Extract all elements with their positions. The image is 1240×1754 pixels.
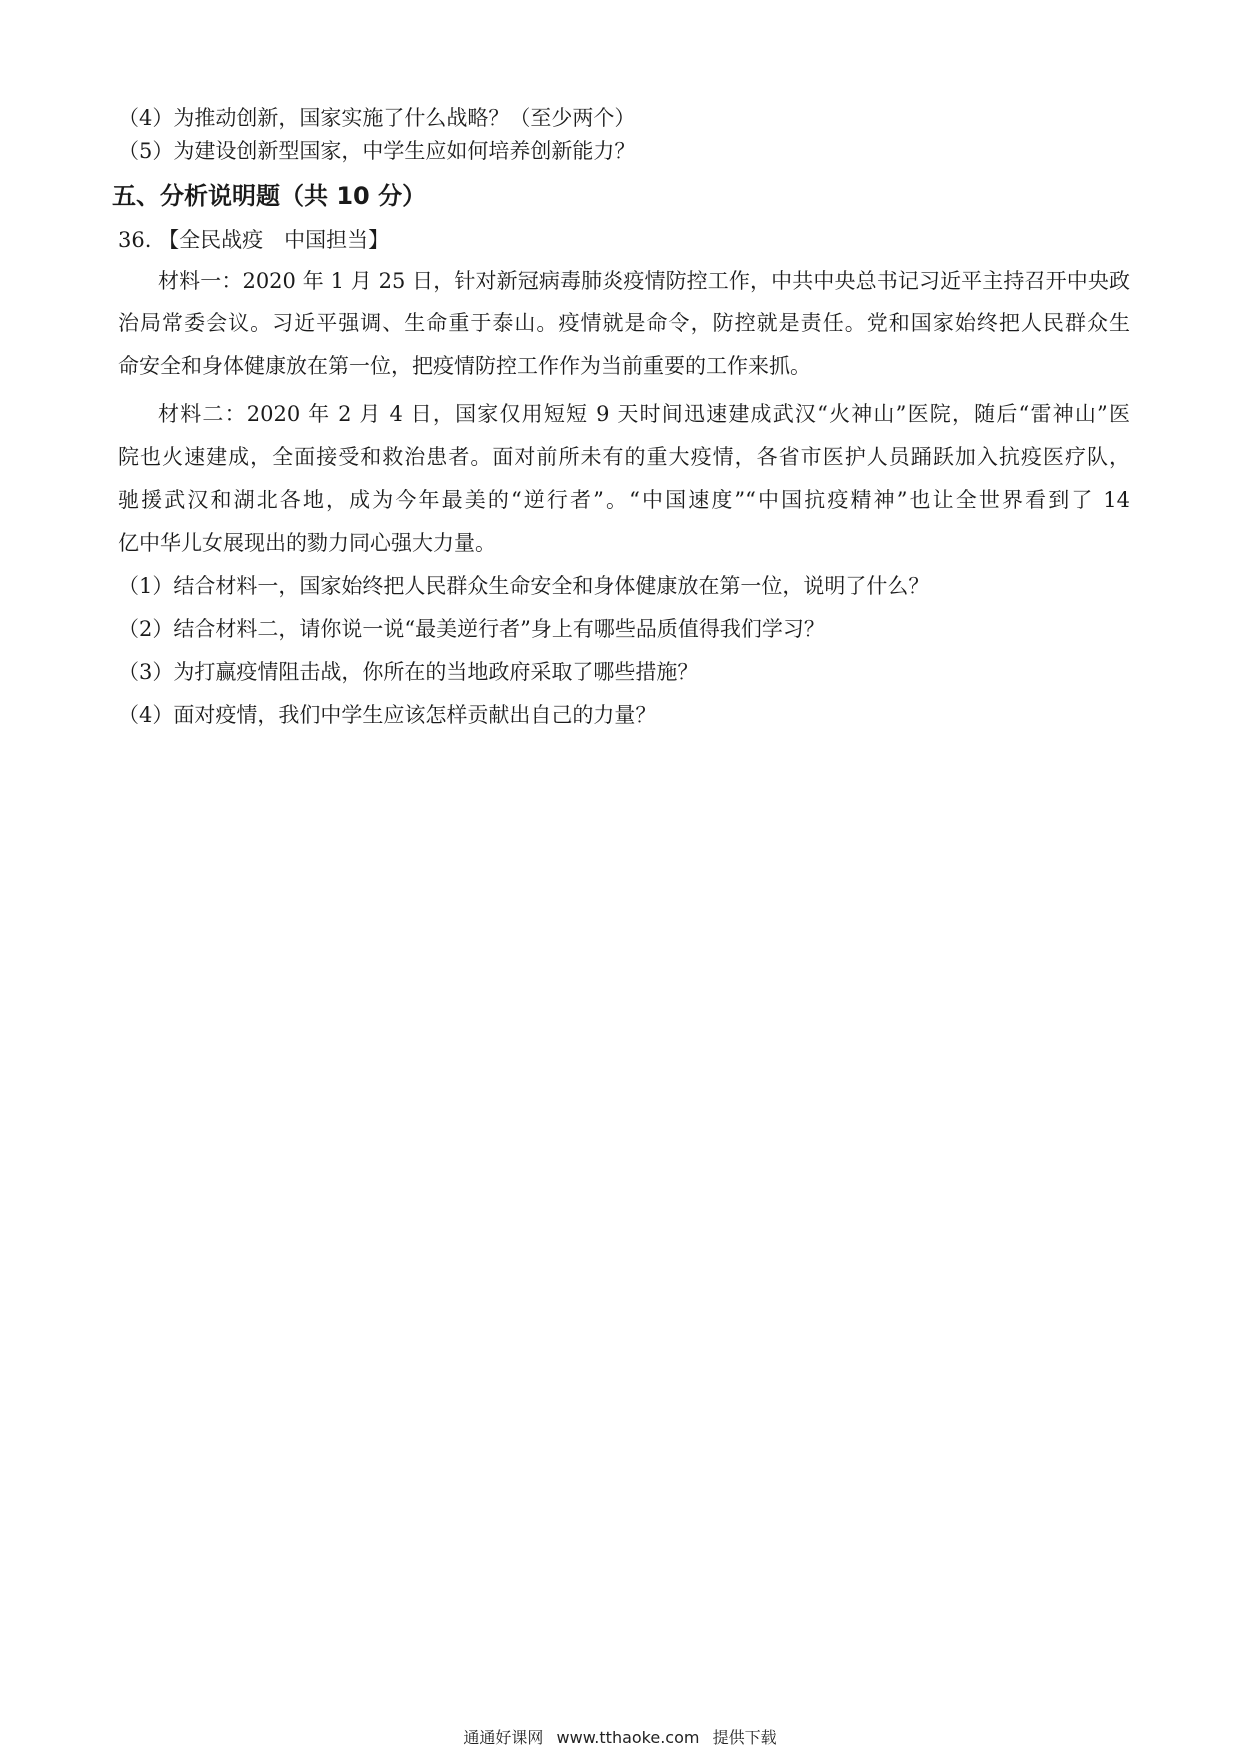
footer-suffix: 提供下载 bbox=[712, 1728, 777, 1747]
material-1-line: 材料一：2020 年 1 月 25 日，针对新冠病毒肺炎疫情防控工作，中共中央总书记习近平主持召开中央政 bbox=[158, 269, 1130, 293]
sub-question-2: （2）结合材料二，请你说一说“最美逆行者”身上有哪些品质值得我们学习？ bbox=[118, 617, 825, 641]
question-4-prev: （4）为推动创新，国家实施了什么战略？（至少两个） bbox=[118, 106, 636, 130]
question-5-prev: （5）为建设创新型国家，中学生应如何培养创新能力？ bbox=[118, 139, 636, 163]
material-1-line: 治局常委会议。习近平强调、生命重于泰山。疫情就是命令，防控就是责任。党和国家始终把人民群众生 bbox=[118, 311, 1130, 335]
page-footer bbox=[0, 1725, 1240, 1748]
footer-site-name: 通通好课网 bbox=[463, 1728, 544, 1747]
material-2-line: 驰援武汉和湖北各地，成为今年最美的“逆行者”。“中国速度”“中国抗疫精神”也让全世界看到了 14 bbox=[118, 488, 1130, 512]
material-2-line: 院也火速建成，全面接受和救治患者。面对前所未有的重大疫情，各省市医护人员踊跃加入抗疫医疗队， bbox=[118, 445, 1130, 469]
sub-question-4: （4）面对疫情，我们中学生应该怎样贡献出自己的力量？ bbox=[118, 703, 657, 727]
question-36-title: 36. 【全民战疫 中国担当】 bbox=[118, 228, 390, 252]
sub-question-3: （3）为打赢疫情阻击战，你所在的当地政府采取了哪些措施？ bbox=[118, 660, 699, 684]
sub-question-1: （1）结合材料一，国家始终把人民群众生命安全和身体健康放在第一位，说明了什么？ bbox=[118, 574, 930, 598]
material-1-line: 命安全和身体健康放在第一位，把疫情防控工作作为当前重要的工作来抓。 bbox=[118, 354, 811, 378]
footer-url[interactable]: www.tthaoke.com bbox=[556, 1728, 700, 1747]
material-2-line: 亿中华儿女展现出的勠力同心强大力量。 bbox=[118, 531, 496, 555]
material-2-line: 材料二：2020 年 2 月 4 日，国家仅用短短 9 天时间迅速建成武汉“火神山”医院，随后“雷神山”医 bbox=[158, 402, 1130, 426]
section-heading: 五、分析说明题（共 10 分） bbox=[112, 182, 427, 210]
